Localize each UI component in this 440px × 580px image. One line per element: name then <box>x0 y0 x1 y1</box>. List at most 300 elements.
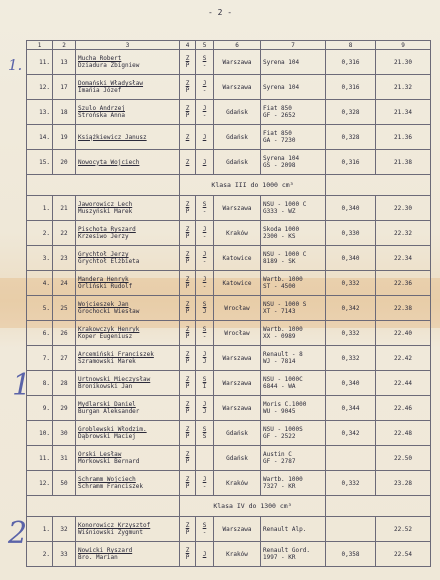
start-number-cell: 22 <box>53 221 76 246</box>
car-cell-line-1: Wartb. 1000 <box>263 326 303 333</box>
licence-cell <box>196 396 214 421</box>
role-cell <box>180 221 196 246</box>
start-number-cell: 27 <box>53 346 76 371</box>
car-cell <box>261 371 326 396</box>
licence-cell <box>196 517 214 542</box>
licence-cell-line-1: J <box>202 251 207 258</box>
licence-cell-line-2: J <box>202 408 207 415</box>
role-cell <box>180 321 196 346</box>
crew-cell-line-1: Książkiewicz Janusz <box>78 133 147 141</box>
role-cell-line-1: Z <box>185 301 190 308</box>
licence-cell-line-1: S <box>202 376 207 383</box>
crew-cell <box>76 150 180 175</box>
role-cell-line-1: Z <box>185 476 190 483</box>
start-number-cell: 21 <box>53 196 76 221</box>
column-header: 5 <box>196 41 214 50</box>
crew-cell-line-1: Szulo Andrzej <box>78 105 125 112</box>
role-cell <box>180 542 196 567</box>
role-cell <box>180 271 196 296</box>
car-cell <box>261 125 326 150</box>
table-row <box>27 196 431 221</box>
role-cell <box>180 446 196 471</box>
car-cell-line-2: XX - 0989 <box>263 333 296 340</box>
crew-cell-line-1: Pischota Ryszard <box>78 226 136 233</box>
licence-cell-line-2: - <box>202 62 207 69</box>
car-cell <box>261 196 326 221</box>
role-cell-line-1: Z <box>185 251 190 258</box>
crew-cell <box>76 471 180 496</box>
section-blank <box>27 496 180 517</box>
city-cell: Warszawa <box>214 50 261 75</box>
licence-cell <box>196 446 214 471</box>
class-section-row <box>27 496 431 517</box>
coefficient-cell <box>326 517 376 542</box>
role-cell <box>180 125 196 150</box>
crew-cell-line-1: Mandera Henryk <box>78 276 129 283</box>
crew-cell-line-2: Bronikowski Jan <box>78 383 133 390</box>
car-cell-line-1: Austin C <box>263 451 292 458</box>
crew-cell-line-1: Krakowczyk Henryk <box>78 326 140 333</box>
licence-cell-line-2: - <box>202 87 207 94</box>
coefficient-cell: 0,358 <box>326 542 376 567</box>
car-cell-line-2: 7327 - KR <box>263 483 296 490</box>
table-row <box>27 321 431 346</box>
table-row <box>27 75 431 100</box>
position-cell: 5. <box>27 296 53 321</box>
start-number-cell: 32 <box>53 517 76 542</box>
role-cell-line-1: Z <box>185 55 190 62</box>
licence-cell-line-2: I <box>202 383 207 390</box>
licence-cell-line-1: J <box>202 276 207 283</box>
start-number-cell: 19 <box>53 125 76 150</box>
coefficient-cell: 0,328 <box>326 125 376 150</box>
role-cell-line-1: Z <box>185 326 190 333</box>
crew-cell <box>76 396 180 421</box>
column-header: 6 <box>214 41 261 50</box>
licence-cell-line-2: - <box>202 333 207 340</box>
table-row <box>27 396 431 421</box>
role-cell-line-2: P <box>185 483 190 490</box>
coefficient-cell: 0,316 <box>326 50 376 75</box>
licence-cell-line-1: S <box>202 426 207 433</box>
crew-cell-line-2: Dziadura Zbigniew <box>78 62 140 69</box>
role-cell <box>180 50 196 75</box>
crew-cell <box>76 75 180 100</box>
role-cell-line-1: Z <box>185 401 190 408</box>
licence-cell-line-1: J <box>202 80 207 87</box>
car-cell-line-2: GS - 2098 <box>263 162 296 169</box>
city-cell: Gdańsk <box>214 125 261 150</box>
coefficient-cell: 0,316 <box>326 150 376 175</box>
role-cell-line-2: P <box>185 208 190 215</box>
class-section-row <box>27 175 431 196</box>
table-row <box>27 246 431 271</box>
crew-cell <box>76 246 180 271</box>
licence-cell-line-1: S <box>202 326 207 333</box>
pencil-mark: 1. <box>8 56 23 74</box>
car-cell <box>261 271 326 296</box>
car-cell <box>261 150 326 175</box>
start-time-cell: 22.34 <box>376 246 431 271</box>
role-cell <box>180 296 196 321</box>
coefficient-cell: 0,344 <box>326 396 376 421</box>
table-row <box>27 221 431 246</box>
coefficient-cell: 0,340 <box>326 196 376 221</box>
licence-cell-line-1: S <box>202 522 207 529</box>
start-time-cell: 21.32 <box>376 75 431 100</box>
licence-cell-line-2: J <box>202 308 207 315</box>
role-cell-line-1: Z <box>185 426 190 433</box>
role-cell-line-1: Z <box>185 376 190 383</box>
city-cell: Wrocław <box>214 321 261 346</box>
licence-cell <box>196 421 214 446</box>
crew-cell-line-2: Grychtoł Elżbieta <box>78 258 140 265</box>
licence-cell <box>196 196 214 221</box>
car-cell-line-1: Syrena 104 <box>263 58 300 66</box>
crew-cell <box>76 421 180 446</box>
city-cell: Warszawa <box>214 517 261 542</box>
role-cell-line-2: P <box>185 283 190 290</box>
position-cell: 1. <box>27 196 53 221</box>
licence-cell-line-1: J <box>202 158 207 166</box>
licence-cell <box>196 221 214 246</box>
start-time-cell: 22.36 <box>376 271 431 296</box>
position-cell: 14. <box>27 125 53 150</box>
coefficient-cell: 0,332 <box>326 471 376 496</box>
city-cell: Gdańsk <box>214 150 261 175</box>
position-cell: 2. <box>27 542 53 567</box>
car-cell-line-2: 1997 - KR <box>263 554 296 561</box>
car-cell-line-1: NSU - 1000 C <box>263 201 307 208</box>
position-cell: 9. <box>27 396 53 421</box>
city-cell: Gdańsk <box>214 100 261 125</box>
city-cell: Kraków <box>214 542 261 567</box>
crew-cell-line-2: Bro. Marian <box>78 554 118 561</box>
column-header: 3 <box>76 41 180 50</box>
licence-cell <box>196 50 214 75</box>
car-cell <box>261 50 326 75</box>
role-cell-line-2: P <box>185 408 190 415</box>
coefficient-cell: 0,342 <box>326 421 376 446</box>
coefficient-cell <box>326 446 376 471</box>
role-cell <box>180 196 196 221</box>
table-row <box>27 271 431 296</box>
crew-cell-line-1: Konorowicz Krzysztof <box>78 522 151 529</box>
start-number-cell: 30 <box>53 421 76 446</box>
role-cell-line-1: Z <box>185 276 190 283</box>
start-time-cell: 22.38 <box>376 296 431 321</box>
start-number-cell: 33 <box>53 542 76 567</box>
table-row <box>27 371 431 396</box>
city-cell: Gdańsk <box>214 446 261 471</box>
crew-cell <box>76 50 180 75</box>
crew-cell-line-2: Imańia Józef <box>78 87 122 94</box>
table-row <box>27 421 431 446</box>
coefficient-cell: 0,332 <box>326 321 376 346</box>
role-cell <box>180 471 196 496</box>
start-time-cell: 21.34 <box>376 100 431 125</box>
licence-cell <box>196 150 214 175</box>
start-number-cell: 28 <box>53 371 76 396</box>
page-number: - 2 - <box>207 8 233 17</box>
start-time-cell: 22.50 <box>376 446 431 471</box>
car-cell-line-2: ST - 4500 <box>263 283 296 290</box>
car-cell <box>261 446 326 471</box>
licence-cell-line-2: S <box>202 433 207 440</box>
crew-cell-line-1: Arcemiński Franciszek <box>78 351 154 358</box>
coefficient-cell: 0,332 <box>326 346 376 371</box>
coefficient-cell: 0,316 <box>326 75 376 100</box>
role-cell <box>180 246 196 271</box>
table-header-row <box>27 41 431 50</box>
crew-cell-line-2: Wiśniowski Zygmunt <box>78 529 144 536</box>
car-cell-line-1: Syrena 104 <box>263 83 300 91</box>
start-time-cell: 21.38 <box>376 150 431 175</box>
role-cell-line-2: P <box>185 62 190 69</box>
crew-cell-line-2: Koper Eugeniusz <box>78 333 133 340</box>
crew-cell-line-2: Szramowski Marek <box>78 358 136 365</box>
section-blank <box>27 175 180 196</box>
table-row <box>27 100 431 125</box>
start-number-cell: 24 <box>53 271 76 296</box>
licence-cell <box>196 271 214 296</box>
role-cell-line-2: P <box>185 112 190 119</box>
car-cell-line-1: Skoda 1000 <box>263 226 300 233</box>
section-label: Klasa IV do 1300 cm³ <box>180 496 326 517</box>
start-number-cell: 31 <box>53 446 76 471</box>
start-time-cell: 22.40 <box>376 321 431 346</box>
car-cell-line-2: GF - 2787 <box>263 458 296 465</box>
crew-cell-line-1: Nowicki Ryszard <box>78 547 133 554</box>
coefficient-cell: 0,340 <box>326 371 376 396</box>
crew-cell-line-2: Krzesiwo Jerzy <box>78 233 129 240</box>
position-cell: 11. <box>27 446 53 471</box>
start-time-cell: 21.36 <box>376 125 431 150</box>
licence-cell-line-2: - <box>202 208 207 215</box>
start-number-cell: 17 <box>53 75 76 100</box>
role-cell-line-1: Z <box>185 80 190 87</box>
car-cell-line-2: XT - 7143 <box>263 308 296 315</box>
role-cell-line-2: P <box>185 358 190 365</box>
licence-cell-line-1: J <box>202 401 207 408</box>
position-cell: 13. <box>27 100 53 125</box>
licence-cell <box>196 471 214 496</box>
role-cell-line-2: P <box>185 308 190 315</box>
licence-cell-line-1: S <box>202 55 207 62</box>
crew-cell-line-2: Orliński Rudolf <box>78 283 133 290</box>
crew-cell <box>76 542 180 567</box>
car-cell-line-1: Renault Alp. <box>263 525 307 533</box>
start-number-cell: 23 <box>53 246 76 271</box>
table-row <box>27 517 431 542</box>
role-cell-line-2: P <box>185 333 190 340</box>
start-time-cell: 22.32 <box>376 221 431 246</box>
licence-cell-line-2: - <box>202 283 207 290</box>
car-cell-line-2: GF - 2522 <box>263 433 296 440</box>
pencil-mark: 1 <box>12 368 32 403</box>
role-cell-line-1: Z <box>185 522 190 529</box>
role-cell-line-2: P <box>185 233 190 240</box>
position-cell: 8. <box>27 371 53 396</box>
crew-cell <box>76 321 180 346</box>
crew-cell <box>76 517 180 542</box>
column-header: 4 <box>180 41 196 50</box>
city-cell: Wrocław <box>214 296 261 321</box>
column-header: 8 <box>326 41 376 50</box>
start-number-cell: 50 <box>53 471 76 496</box>
car-cell-line-1: Renault Gord. <box>263 547 310 554</box>
car-cell-line-1: Syrena 104 <box>263 155 300 162</box>
crew-cell <box>76 100 180 125</box>
licence-cell-line-1: J <box>202 550 207 558</box>
city-cell: Warszawa <box>214 75 261 100</box>
car-cell-line-1: Renault - 8 <box>263 351 303 358</box>
role-cell-line-2: P <box>185 554 190 561</box>
city-cell: Warszawa <box>214 196 261 221</box>
city-cell: Warszawa <box>214 346 261 371</box>
pencil-mark: 2 <box>8 516 28 551</box>
role-cell <box>180 75 196 100</box>
position-cell: 1. <box>27 517 53 542</box>
car-cell-line-1: NSU - 1000 C <box>263 251 307 258</box>
role-cell-line-1: Z <box>185 105 190 112</box>
section-blank <box>326 175 431 196</box>
position-cell: 12. <box>27 75 53 100</box>
start-number-cell: 25 <box>53 296 76 321</box>
crew-cell <box>76 271 180 296</box>
start-time-cell: 22.48 <box>376 421 431 446</box>
city-cell: Katowice <box>214 246 261 271</box>
table-row <box>27 542 431 567</box>
position-cell: 15. <box>27 150 53 175</box>
table-row <box>27 471 431 496</box>
licence-cell <box>196 346 214 371</box>
car-cell <box>261 471 326 496</box>
start-time-cell: 22.54 <box>376 542 431 567</box>
crew-cell <box>76 125 180 150</box>
car-cell-line-1: Fiat 850 <box>263 105 292 112</box>
city-cell: Warszawa <box>214 396 261 421</box>
role-cell <box>180 371 196 396</box>
licence-cell-line-2: - <box>202 112 207 119</box>
start-time-cell: 22.44 <box>376 371 431 396</box>
car-cell-line-1: NSU - 1000C <box>263 376 303 383</box>
car-cell-line-2: GF - 2652 <box>263 112 296 119</box>
crew-cell <box>76 346 180 371</box>
table-row <box>27 346 431 371</box>
crew-cell-line-2: Burgan Aleksander <box>78 408 140 415</box>
crew-cell <box>76 196 180 221</box>
crew-cell-line-1: Mucha Robert <box>78 55 122 62</box>
start-number-cell: 29 <box>53 396 76 421</box>
role-cell-line-1: Z <box>185 547 190 554</box>
crew-cell-line-2: Dąbrowski Maciej <box>78 433 136 440</box>
table-body <box>27 50 431 567</box>
position-cell: 7. <box>27 346 53 371</box>
licence-cell <box>196 246 214 271</box>
start-time-cell: 22.52 <box>376 517 431 542</box>
car-cell-line-2: GA - 7230 <box>263 137 296 144</box>
car-cell <box>261 346 326 371</box>
start-number-cell: 13 <box>53 50 76 75</box>
crew-cell-line-1: Mydlarski Daniel <box>78 401 136 408</box>
role-cell <box>180 517 196 542</box>
city-cell: Gdańsk <box>214 421 261 446</box>
licence-cell-line-2: - <box>202 529 207 536</box>
role-cell-line-1: Z <box>185 226 190 233</box>
licence-cell <box>196 296 214 321</box>
car-cell <box>261 517 326 542</box>
car-cell-line-1: NSU - 1000S <box>263 426 303 433</box>
crew-cell-line-2: Schramm Franciszek <box>78 483 144 490</box>
licence-cell <box>196 371 214 396</box>
car-cell <box>261 296 326 321</box>
crew-cell <box>76 446 180 471</box>
coefficient-cell: 0,332 <box>326 271 376 296</box>
column-header: 2 <box>53 41 76 50</box>
licence-cell-line-1: J <box>202 133 207 141</box>
table-row <box>27 150 431 175</box>
car-cell <box>261 100 326 125</box>
licence-cell <box>196 100 214 125</box>
role-cell-line-1: Z <box>185 351 190 358</box>
car-cell-line-1: Wartb. 1000 <box>263 276 303 283</box>
column-header: 9 <box>376 41 431 50</box>
role-cell-line-2: P <box>185 433 190 440</box>
section-blank <box>326 496 431 517</box>
role-cell-line-1: Z <box>185 158 190 166</box>
role-cell-line-2: P <box>185 383 190 390</box>
coefficient-cell: 0,340 <box>326 246 376 271</box>
table-row <box>27 446 431 471</box>
crew-cell-line-1: Grychtoł Jerzy <box>78 251 129 258</box>
car-cell <box>261 246 326 271</box>
coefficient-cell: 0,328 <box>326 100 376 125</box>
start-time-cell: 22.42 <box>376 346 431 371</box>
crew-cell-line-1: Urtnowski Mieczysław <box>78 376 151 383</box>
results-table <box>26 40 431 567</box>
table-row <box>27 50 431 75</box>
car-cell-line-2: 8189 - SK <box>263 258 296 265</box>
position-cell: 2. <box>27 221 53 246</box>
start-time-cell: 22.46 <box>376 396 431 421</box>
licence-cell-line-1: S <box>202 201 207 208</box>
role-cell <box>180 150 196 175</box>
car-cell-line-2: G333 - WZ <box>263 208 296 215</box>
column-header: 1 <box>27 41 53 50</box>
licence-cell-line-1: J <box>202 226 207 233</box>
car-cell-line-1: Wartb. 1000 <box>263 476 303 483</box>
car-cell-line-1: Fiat 850 <box>263 130 292 137</box>
role-cell-line-1: Z <box>185 133 190 141</box>
licence-cell <box>196 75 214 100</box>
licence-cell-line-1: J <box>202 351 207 358</box>
licence-cell-line-2: - <box>202 258 207 265</box>
position-cell: 11. <box>27 50 53 75</box>
crew-cell-line-2: Grochocki Wiesław <box>78 308 140 315</box>
licence-cell <box>196 542 214 567</box>
start-time-cell: 21.30 <box>376 50 431 75</box>
crew-cell-line-1: Domański Władysław <box>78 80 144 87</box>
role-cell-line-1: Z <box>185 451 190 458</box>
car-cell <box>261 421 326 446</box>
position-cell: 6. <box>27 321 53 346</box>
licence-cell-line-1: S <box>202 301 207 308</box>
position-cell: 12. <box>27 471 53 496</box>
start-number-cell: 26 <box>53 321 76 346</box>
crew-cell <box>76 221 180 246</box>
car-cell <box>261 75 326 100</box>
